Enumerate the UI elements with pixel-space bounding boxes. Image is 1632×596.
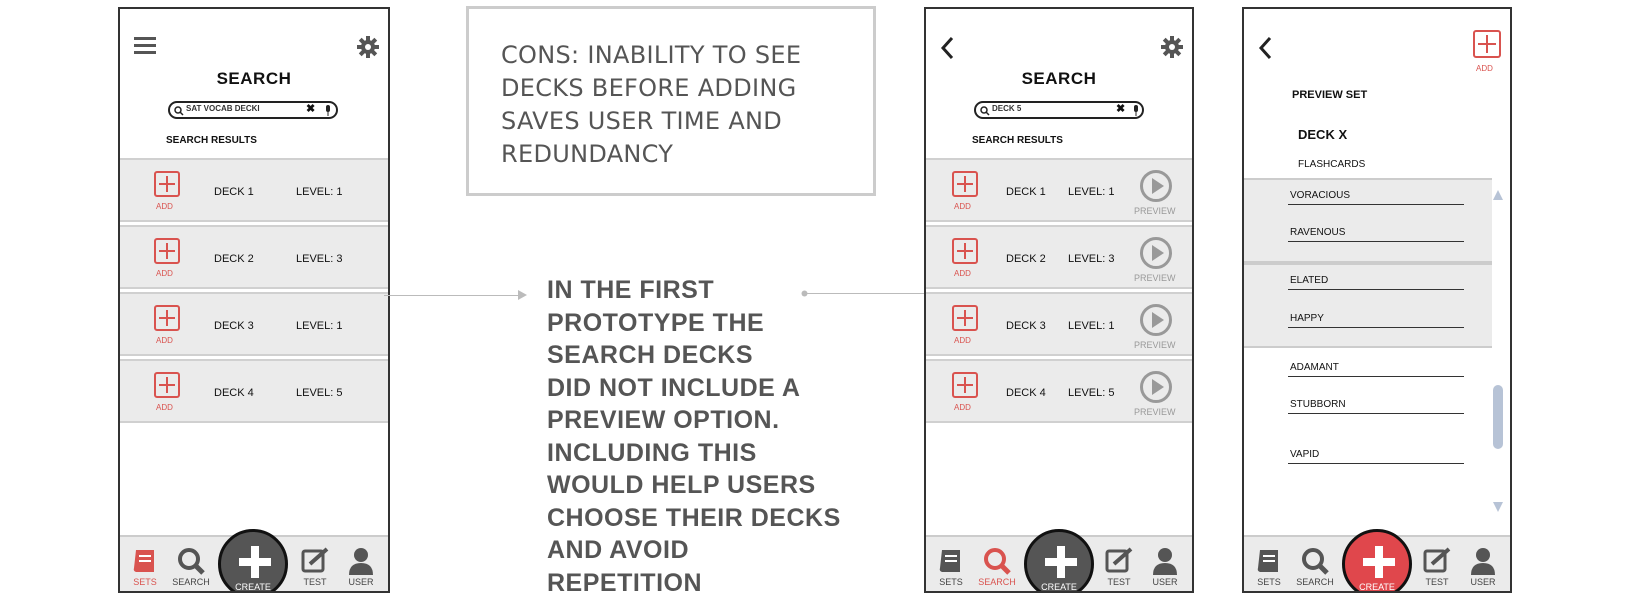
note-line: PREVIEW OPTION. xyxy=(547,406,780,434)
nav-search[interactable] xyxy=(166,546,216,587)
preview-label: PREVIEW xyxy=(1134,407,1176,417)
search-icon xyxy=(980,106,990,116)
user-icon xyxy=(346,546,376,576)
note-line: PROTOTYPE THE xyxy=(547,308,765,337)
deck-level: LEVEL: 1 xyxy=(296,320,343,332)
gear-icon[interactable] xyxy=(1160,35,1184,59)
back-chevron-icon[interactable] xyxy=(1258,36,1274,60)
flashcard-word: HAPPY xyxy=(1288,313,1464,328)
flashcard-word: VAPID xyxy=(1288,449,1464,464)
search-results-label: SEARCH RESULTS xyxy=(972,135,1063,146)
clear-icon[interactable]: ✖ xyxy=(1116,103,1126,115)
note-line: IN THE FIRST xyxy=(547,276,715,304)
nav-search[interactable] xyxy=(972,546,1022,587)
add-label: ADD xyxy=(954,202,971,211)
preview-label: PREVIEW xyxy=(1134,273,1176,283)
create-label: CREATE xyxy=(1041,582,1077,592)
nav-user[interactable] xyxy=(1140,546,1190,587)
nav-test[interactable] xyxy=(290,546,340,587)
deck-name: DECK 1 xyxy=(214,186,254,198)
add-icon[interactable] xyxy=(154,171,180,197)
nav-test[interactable] xyxy=(1412,546,1462,587)
search-result-row[interactable] xyxy=(120,158,388,222)
deck-name: DECK 2 xyxy=(1006,253,1046,265)
play-preview-icon[interactable] xyxy=(1140,237,1172,269)
search-result-row[interactable] xyxy=(120,292,388,356)
test-icon xyxy=(1422,546,1452,576)
add-label: ADD xyxy=(156,202,173,211)
deck-name: DECK 1 xyxy=(1006,186,1046,198)
nav-sets[interactable] xyxy=(926,546,976,587)
deck-level: LEVEL: 5 xyxy=(296,387,343,399)
user-icon xyxy=(1468,546,1498,576)
cons-line: CONS: INABILITY TO SEE xyxy=(501,41,802,69)
flashcard-word: VORACIOUS xyxy=(1288,190,1464,205)
create-button[interactable] xyxy=(218,529,288,593)
create-label: CREATE xyxy=(1359,582,1395,592)
phone-screen-search-v2 xyxy=(924,7,1194,593)
add-label: ADD xyxy=(156,403,173,412)
add-icon[interactable] xyxy=(1473,30,1501,58)
preview-label: PREVIEW xyxy=(1134,206,1176,216)
phone-screen-preview-set xyxy=(1242,7,1512,593)
search-icon xyxy=(982,546,1012,576)
create-button[interactable] xyxy=(1024,529,1094,593)
flashcards-label: FLASHCARDS xyxy=(1298,159,1366,170)
page-title: SEARCH xyxy=(1021,69,1097,88)
phone-screen-search-v1 xyxy=(118,7,390,593)
preview-set-heading: PREVIEW SET xyxy=(1292,89,1368,101)
deck-name: DECK 3 xyxy=(1006,320,1046,332)
deck-name: DECK 3 xyxy=(214,320,254,332)
arrow-head-icon xyxy=(518,290,528,300)
deck-name: DECK 2 xyxy=(214,253,254,265)
book-icon xyxy=(1254,546,1284,576)
test-icon xyxy=(1104,546,1134,576)
nav-label: USER xyxy=(1470,577,1496,587)
clear-icon[interactable]: ✖ xyxy=(306,103,316,115)
play-preview-icon[interactable] xyxy=(1140,371,1172,403)
nav-user[interactable] xyxy=(1458,546,1508,587)
search-result-row[interactable] xyxy=(926,292,1192,356)
search-value: SAT VOCAB DECKI xyxy=(186,104,260,113)
note-line: CHOOSE THEIR DECKS xyxy=(547,503,841,532)
deck-title: DECK X xyxy=(1298,127,1348,142)
flashcard-word: ELATED xyxy=(1288,275,1464,290)
deck-level: LEVEL: 3 xyxy=(1068,253,1115,265)
add-icon[interactable] xyxy=(154,238,180,264)
add-label: ADD xyxy=(1476,64,1493,73)
create-button[interactable] xyxy=(1342,529,1412,593)
search-value: DECK 5 xyxy=(992,104,1022,113)
add-icon[interactable] xyxy=(952,171,978,197)
deck-name: DECK 4 xyxy=(214,387,254,399)
nav-label: TEST xyxy=(303,577,327,587)
add-label: ADD xyxy=(954,336,971,345)
search-result-row[interactable] xyxy=(120,225,388,289)
nav-search[interactable] xyxy=(1290,546,1340,587)
scroll-down-icon[interactable] xyxy=(1492,501,1504,513)
deck-level: LEVEL: 3 xyxy=(296,253,343,265)
cons-note-box xyxy=(466,6,876,196)
nav-sets[interactable] xyxy=(1244,546,1294,587)
mic-icon[interactable] xyxy=(324,105,332,116)
note-line: AND AVOID xyxy=(547,536,689,564)
preview-label: PREVIEW xyxy=(1134,340,1176,350)
search-icon xyxy=(174,106,184,116)
note-line: INCLUDING THIS xyxy=(547,438,757,467)
nav-label: SETS xyxy=(133,577,157,587)
search-results-label: SEARCH RESULTS xyxy=(166,135,257,146)
nav-label: TEST xyxy=(1425,577,1449,587)
search-icon xyxy=(176,546,206,576)
nav-label: TEST xyxy=(1107,577,1131,587)
deck-level: LEVEL: 1 xyxy=(1068,320,1115,332)
test-icon xyxy=(300,546,330,576)
nav-label: SEARCH xyxy=(1296,577,1334,587)
nav-sets[interactable] xyxy=(120,546,170,587)
note-line: REPETITION xyxy=(547,568,703,596)
user-icon xyxy=(1150,546,1180,576)
prototype-note xyxy=(547,274,841,596)
add-icon[interactable] xyxy=(952,372,978,398)
back-chevron-icon[interactable] xyxy=(940,36,956,60)
add-icon[interactable] xyxy=(952,238,978,264)
nav-test[interactable] xyxy=(1094,546,1144,587)
note-line: WOULD HELP USERS xyxy=(547,471,816,499)
add-label: ADD xyxy=(156,336,173,345)
nav-label: SETS xyxy=(939,577,963,587)
note-line: DID NOT INCLUDE A xyxy=(547,373,801,402)
scroll-up-icon[interactable] xyxy=(1492,189,1504,201)
search-result-row[interactable] xyxy=(926,359,1192,423)
deck-level: LEVEL: 1 xyxy=(1068,186,1115,198)
nav-user[interactable] xyxy=(336,546,386,587)
add-icon[interactable] xyxy=(154,305,180,331)
connector-arrow xyxy=(384,295,524,296)
search-icon xyxy=(1300,546,1330,576)
cons-line: SAVES USER TIME AND xyxy=(501,107,783,135)
mic-icon[interactable] xyxy=(1132,105,1140,116)
nav-label: SEARCH xyxy=(978,577,1016,587)
add-icon[interactable] xyxy=(154,372,180,398)
cons-line: DECKS BEFORE ADDING xyxy=(501,74,797,102)
search-input[interactable] xyxy=(974,101,1144,119)
flashcard-word: STUBBORN xyxy=(1288,399,1464,414)
bottom-nav xyxy=(120,535,388,591)
search-input[interactable] xyxy=(168,101,338,119)
bottom-nav xyxy=(926,535,1192,591)
nav-label: USER xyxy=(1152,577,1178,587)
deck-name: DECK 4 xyxy=(1006,387,1046,399)
add-label: ADD xyxy=(156,269,173,278)
nav-label: SEARCH xyxy=(172,577,210,587)
add-icon[interactable] xyxy=(952,305,978,331)
gear-icon[interactable] xyxy=(356,35,380,59)
book-icon xyxy=(130,546,160,576)
play-preview-icon[interactable] xyxy=(1140,304,1172,336)
add-label: ADD xyxy=(954,269,971,278)
page-title: SEARCH xyxy=(216,69,292,88)
search-result-row[interactable] xyxy=(926,158,1192,222)
create-label: CREATE xyxy=(235,582,271,592)
flashcard-word: ADAMANT xyxy=(1288,362,1464,377)
add-label: ADD xyxy=(954,403,971,412)
cons-line: REDUNDANCY xyxy=(501,140,674,168)
flashcard-word: RAVENOUS xyxy=(1288,227,1464,242)
deck-level: LEVEL: 5 xyxy=(1068,387,1115,399)
nav-label: USER xyxy=(348,577,374,587)
note-line: SEARCH DECKS xyxy=(547,341,754,369)
scrollbar-thumb[interactable] xyxy=(1493,385,1503,449)
menu-icon[interactable] xyxy=(134,36,156,56)
play-preview-icon[interactable] xyxy=(1140,170,1172,202)
book-icon xyxy=(936,546,966,576)
search-result-row[interactable] xyxy=(926,225,1192,289)
search-result-row[interactable] xyxy=(120,359,388,423)
bottom-nav xyxy=(1244,535,1510,591)
deck-level: LEVEL: 1 xyxy=(296,186,343,198)
nav-label: SETS xyxy=(1257,577,1281,587)
